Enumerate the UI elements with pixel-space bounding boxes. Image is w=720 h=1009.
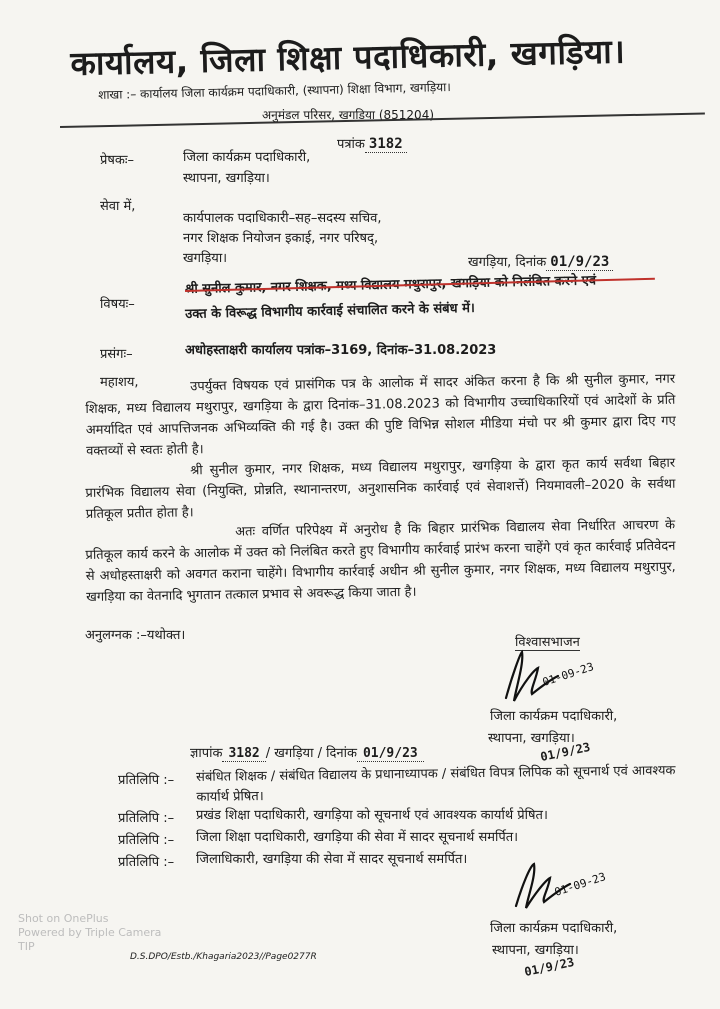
office-branch: शाखा :– कार्यालय जिला कार्यक्रम पदाधिकारी, (स्थापना) शिक्षा विभाग, खगड़िया।	[98, 79, 451, 102]
signature-2	[508, 856, 618, 916]
office-address: अनुमंडल परिसर, खगड़िया (851204)	[262, 108, 435, 122]
reference-text: अधोहस्ताक्षरी कार्यालय पत्रांक–3169, दिनांक–31.08.2023	[185, 343, 497, 358]
letter-date-value: 01/9/23	[546, 254, 613, 271]
recipient-label: सेवा में,	[100, 199, 136, 214]
memo-label: ज्ञापांक	[190, 746, 223, 761]
copy-4-label: प्रतिलिपि :–	[118, 855, 175, 870]
copy-2-text: प्रखंड शिक्षा पदाधिकारी, खगड़िया को सूचनार्थ एवं आवश्यक कार्यार्थ प्रेषित।	[196, 808, 548, 823]
recipient-line-2: नगर शिक्षक नियोजन इकाई, नगर परिषद्,	[183, 231, 379, 246]
body-paragraph-3: अतः वर्णित परिपेक्ष्य में अनुरोध है कि बिहार प्रारंभिक विद्यालय सेवा निर्धारित आचरण के प्रतिकूल कार्य करने के आलोक में उक्त को निलंबित करते हुए विभागीय कार्रवाई प्रारंभ करना चाहेंगे एवं कृत कार्रवाई प्रतिवेदन से अधोहस्ताक्षरी को अवगत कराना चाहेंगे। विभागीय कार्रवाई अधीन श्री सुनील कुमार, नगर शिक्षक, मध्य विद्यालय मथुरापुर, खगड़िया का वेतनादि भुगतान तत्काल प्रभाव से अवरूद्ध किया जाता है।	[85, 517, 676, 605]
copy-1-text: संबंधित शिक्षक / संबंधित विद्यालय के प्रधानाध्यापक / संबंधित विपत्र लिपिक को सूचनार्थ एवं आवश्यक कार्यार्थ प्रेषित।	[196, 763, 676, 805]
letter-date-prefix: खगड़िया, दिनांक	[468, 255, 547, 270]
office-title: कार्यालय, जिला शिक्षा पदाधिकारी, खगड़िया।	[70, 31, 626, 83]
watermark-line-2: Powered by Triple Camera	[18, 926, 162, 939]
watermark-line-1: Shot on OnePlus	[18, 912, 109, 925]
signer-2-stamp-date: 01/9/23	[523, 954, 576, 980]
memo-number: 3182	[222, 746, 265, 762]
enclosure-line: अनुलग्नक :–यथोक्त।	[85, 628, 186, 643]
signer-1-stamp-date: 01/9/23	[539, 739, 592, 765]
letter-number	[337, 134, 407, 152]
letter-number-value: 3182	[365, 136, 407, 153]
memo-mid: / खगड़िया / दिनांक	[265, 746, 357, 761]
watermark-line-3: TIP	[18, 940, 35, 953]
copy-2-label: प्रतिलिपि :–	[118, 811, 175, 826]
recipient-line-1: कार्यपालक पदाधिकारी–सह–सदस्य सचिव,	[183, 211, 382, 226]
recipient-line-3: खगड़िया।	[183, 251, 228, 266]
sender-label: प्रेषकः–	[100, 153, 135, 168]
yours-faithfully: विश्वासभाजन	[515, 632, 580, 651]
salutation: महाशय,	[100, 375, 139, 390]
copy-3-text: जिला शिक्षा पदाधिकारी, खगड़िया की सेवा में सादर सूचनार्थ समर्पित।	[196, 830, 519, 845]
body-paragraph-2: श्री सुनील कुमार, नगर शिक्षक, मध्य विद्यालय मथुरापुर, खगड़िया के द्वारा कृत कार्य सर्वथा बिहार प्रारंभिक विद्यालय सेवा (नियुक्ति, प्रोन्नति, स्थानान्तरण, अनुशासनिक कार्रवाई एवं सेवाशर्त्ते) नियमावली–2020 के सर्वथा प्रतिकूल प्रतीत होता है।	[85, 455, 676, 522]
signature-1	[498, 646, 608, 706]
memo-date: 01/9/23	[357, 746, 424, 762]
letter-date	[468, 252, 613, 270]
sender-line-1: जिला कार्यक्रम पदाधिकारी,	[183, 150, 311, 165]
copy-4-text: जिलाधिकारी, खगड़िया की सेवा में सादर सूचनार्थ समर्पित।	[196, 852, 468, 867]
signature-1-date: 01-09-23	[540, 660, 596, 689]
signature-2-date: 01-09-23	[552, 870, 608, 899]
footer-reference-code: D.S.DPO/Estb./Khagaria2023//Page0277R	[130, 952, 317, 962]
copy-1-label: प्रतिलिपि :–	[118, 773, 175, 788]
subject-line-2: उक्त के विरूद्ध विभागीय कार्रवाई संचालित करने के संबंध में।	[185, 300, 475, 322]
body-paragraph-1: उपर्युक्त विषयक एवं प्रासंगिक पत्र के आलोक में सादर अंकित करना है कि श्री सुनील कुमार, नगर शिक्षक, मध्य विद्यालय मथुरापुर, खगड़िया के द्वारा दिनांक–31.08.2023 को विभागीय उच्चाधिकारियों एवं आदेशों के प्रति अमर्यादित एवं आपत्तिजनक अभिव्यक्ति की गई है। उक्त की पुष्टि विभिन्न सोशल मीडिया मंचो पर श्री कुमार द्वारा दिए गए वक्तव्यों से स्वतः होती है।	[85, 371, 676, 459]
subject-label: विषयः–	[100, 297, 135, 312]
letter-number-label: पत्रांक	[337, 137, 365, 152]
camera-watermark	[18, 912, 161, 954]
reference-label: प्रसंगः–	[100, 347, 133, 362]
signer-1-designation: जिला कार्यक्रम पदाधिकारी,	[490, 709, 618, 724]
sender-line-2: स्थापना, खगड़िया।	[183, 171, 270, 186]
signer-2-designation: जिला कार्यक्रम पदाधिकारी,	[490, 921, 618, 936]
signer-2-office: स्थापना, खगड़िया।	[492, 943, 579, 958]
copy-3-label: प्रतिलिपि :–	[118, 833, 175, 848]
signer-1-office: स्थापना, खगड़िया।	[488, 731, 575, 746]
subject-line-1: श्री सुनील कुमार, नगर शिक्षक, मध्य विद्यालय मथुरापुर, खगड़िया को निलंबित करने एवं	[185, 273, 597, 297]
memo-number-line	[190, 744, 424, 764]
